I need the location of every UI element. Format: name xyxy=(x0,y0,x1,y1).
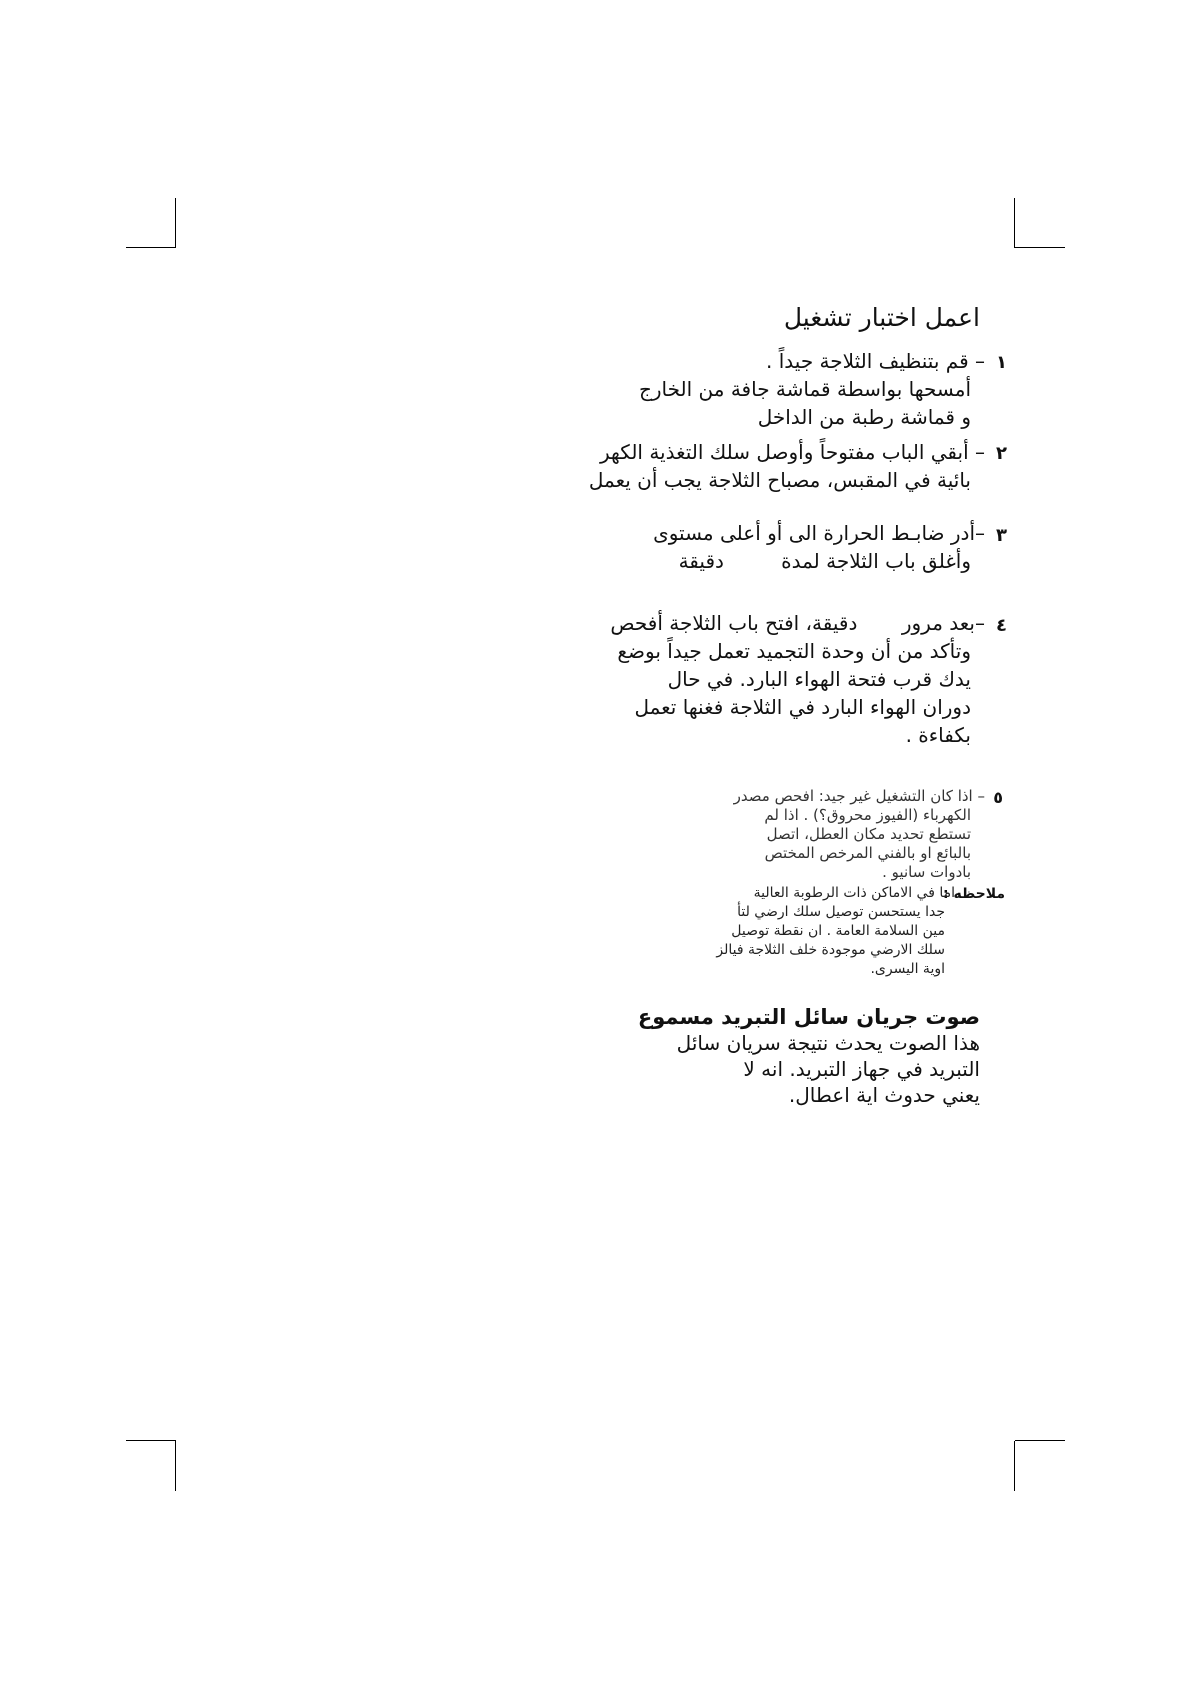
note-line: جدا يستحسن توصيل سلك ارضي لتأ xyxy=(737,904,945,920)
step-line: بائية في المقبس، مصباح الثلاجة يجب أن يعمل xyxy=(588,468,971,492)
crop-mark xyxy=(1014,1441,1015,1491)
step-number: ٣ xyxy=(996,525,1007,546)
step-2-text xyxy=(589,438,985,494)
step-5-text xyxy=(734,787,985,882)
step-line: – قم بتنظيف الثلاجة جيداً . xyxy=(766,349,985,373)
step-line: بادوات سانيو . xyxy=(882,863,971,881)
step-line: وتأكد من أن وحدة التجميد تعمل جيداً بوضع xyxy=(617,639,971,663)
sound-heading: صوت جريان سائل التبريد مسموع xyxy=(637,1005,980,1029)
crop-mark xyxy=(126,247,176,248)
step-number: ٢ xyxy=(996,443,1007,464)
step-line: دوران الهواء البارد في الثلاجة فغنها تعمل xyxy=(634,695,971,719)
step-line: بكفاءة . xyxy=(905,723,971,747)
note-text xyxy=(716,884,955,979)
sound-line: هذا الصوت يحدث نتيجة سريان سائل xyxy=(676,1031,980,1055)
step-line: – اذا كان التشغيل غير جيد: افحص مصدر xyxy=(733,787,985,805)
step-number: ١ xyxy=(996,352,1007,373)
step-number: ٤ xyxy=(996,615,1007,636)
step-line: وأغلق باب الثلاجة لمدة دقيقة xyxy=(678,549,971,573)
step-line: و قماشة رطبة من الداخل xyxy=(757,405,971,429)
crop-mark xyxy=(126,1440,176,1441)
sound-section xyxy=(638,1004,980,1108)
crop-mark xyxy=(175,1441,176,1491)
step-line: يدك قرب فتحة الهواء البارد. في حال xyxy=(667,667,971,691)
crop-mark xyxy=(175,198,176,248)
step-number: ٥ xyxy=(993,788,1003,807)
note-line: مين السلامة العامة . ان نقطة توصيل xyxy=(731,923,945,939)
page-title: اعمل اختبار تشغيل xyxy=(783,303,980,332)
step-line: الكهرباء (الفيوز محروق؟) . اذا لم xyxy=(764,806,971,824)
step-line: – أبقي الباب مفتوحاً وأوصل سلك التغذية الكهر xyxy=(600,440,985,464)
note-line: اما في الاماكن ذات الرطوبة العالية xyxy=(753,885,955,901)
step-1-text xyxy=(639,347,985,431)
step-line: تستطع تحديد مكان العطل، اتصل xyxy=(766,825,971,843)
step-line: –بعد مرور دقيقة، افتح باب الثلاجة أفحص xyxy=(610,611,985,635)
note-line: اوية اليسرى. xyxy=(870,961,945,977)
step-line: بالبائع او بالفني المرخص المختص xyxy=(764,844,971,862)
crop-mark xyxy=(1014,198,1015,248)
step-4-text xyxy=(610,609,985,749)
note-line: سلك الارضي موجودة خلف الثلاجة فيالز xyxy=(716,942,945,958)
crop-mark xyxy=(1015,1440,1065,1441)
step-3-text xyxy=(653,519,985,575)
note-label: ملاحظه : xyxy=(943,886,1005,902)
sound-line: يعني حدوث اية اعطال. xyxy=(788,1083,980,1107)
sound-line: التبريد في جهاز التبريد. انه لا xyxy=(743,1057,980,1081)
crop-mark xyxy=(1015,247,1065,248)
step-line: أمسحها بواسطة قماشة جافة من الخارج xyxy=(638,377,971,401)
step-line: –أدر ضابـط الحرارة الى أو أعلى مستوى xyxy=(653,521,985,545)
